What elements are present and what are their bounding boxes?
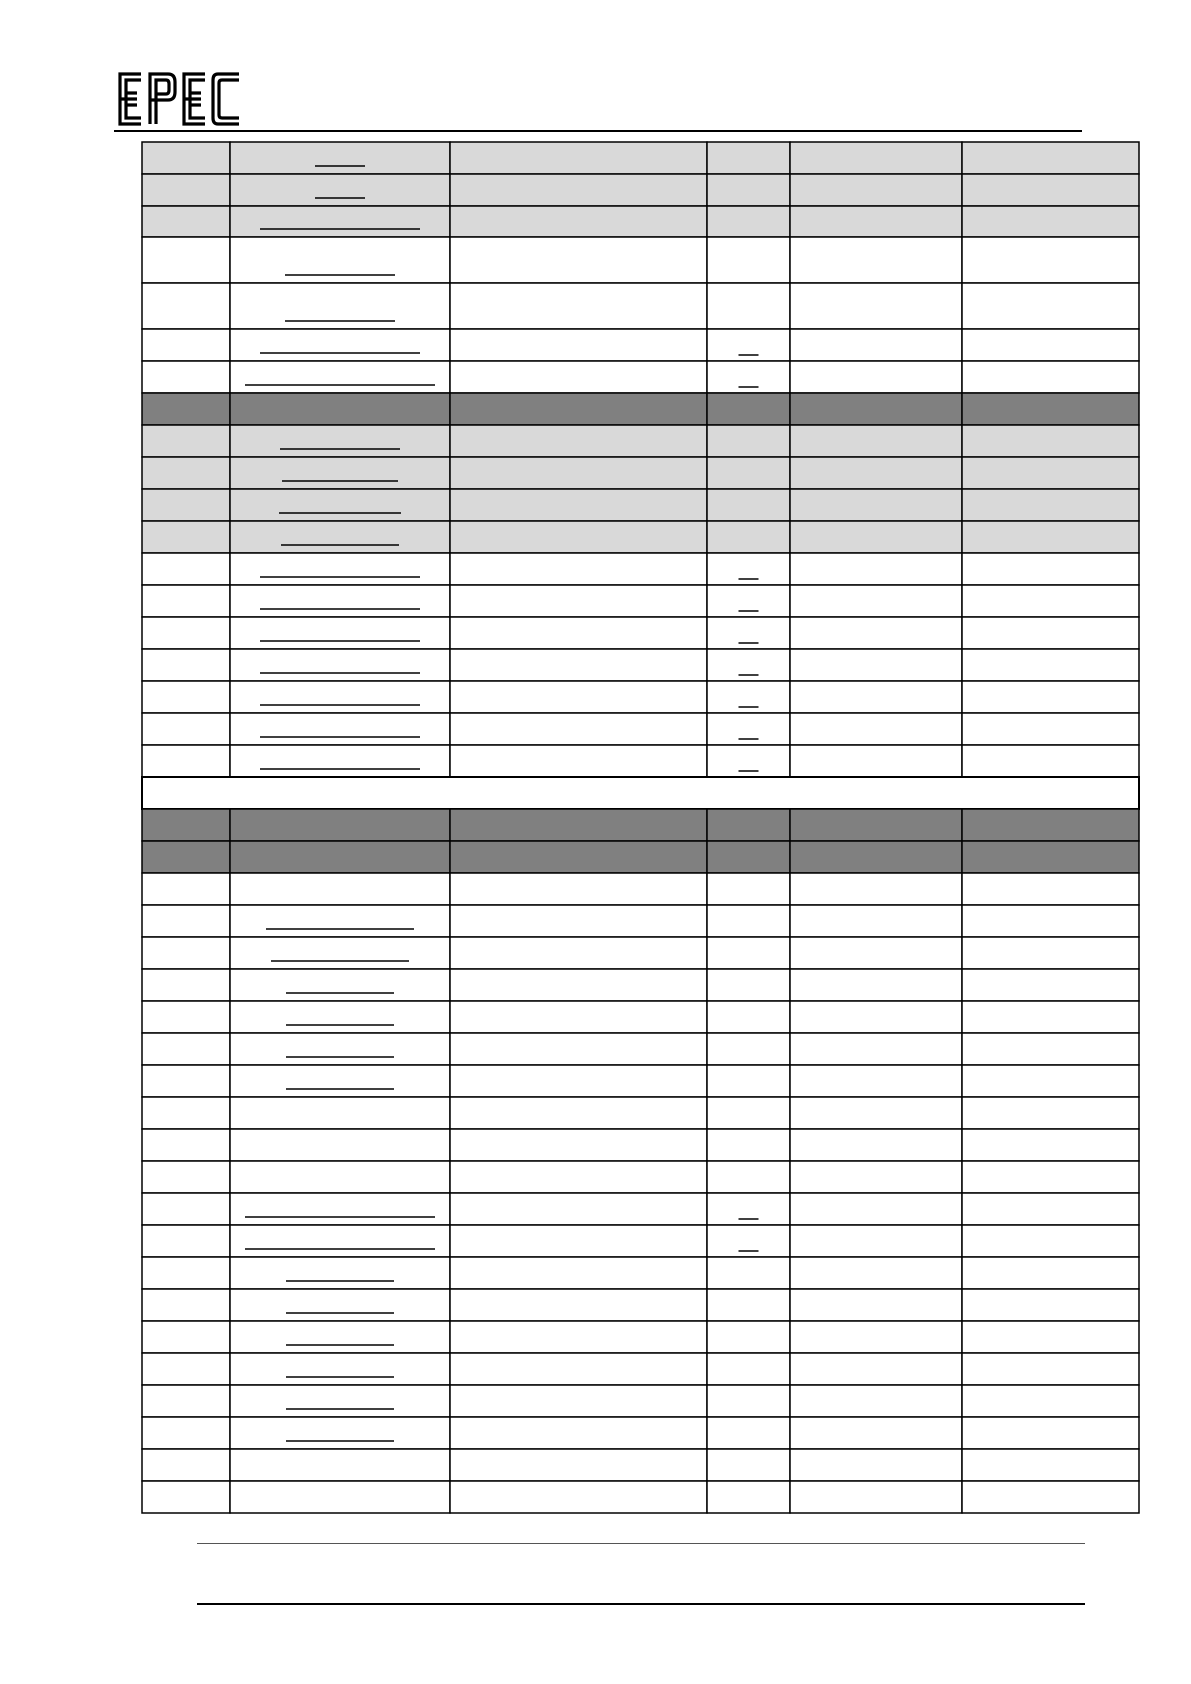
table-cell <box>962 393 1139 425</box>
table-row <box>142 1417 1139 1449</box>
table-cell <box>962 873 1139 905</box>
table-cell <box>142 142 230 174</box>
table-cell <box>790 873 962 905</box>
table-cell <box>962 1385 1139 1417</box>
table-cell <box>450 1449 707 1481</box>
table-cell <box>450 1161 707 1193</box>
table-cell <box>707 1129 790 1161</box>
table-cell <box>790 713 962 745</box>
table-cell <box>142 1225 230 1257</box>
table-row <box>142 553 1139 585</box>
table-row <box>142 905 1139 937</box>
table-row <box>142 617 1139 649</box>
table-row <box>142 649 1139 681</box>
table-cell <box>450 681 707 713</box>
table-cell <box>230 206 450 237</box>
table-cell <box>230 713 450 745</box>
table-cell <box>142 1385 230 1417</box>
form-table <box>142 142 1139 1502</box>
table-cell <box>230 649 450 681</box>
table-cell <box>707 1353 790 1385</box>
table-spanning-row <box>142 777 1139 809</box>
table-cell <box>142 1481 230 1513</box>
table-cell <box>790 174 962 206</box>
table-cell <box>790 969 962 1001</box>
table-cell <box>450 1193 707 1225</box>
table-cell <box>790 809 962 841</box>
table-cell <box>790 361 962 393</box>
table-row <box>142 1353 1139 1385</box>
table-cell <box>142 425 230 457</box>
table-cell <box>142 1129 230 1161</box>
table-cell <box>230 745 450 777</box>
table-cell <box>450 873 707 905</box>
table-cell <box>962 969 1139 1001</box>
table-cell <box>142 873 230 905</box>
table-cell <box>230 174 450 206</box>
table-cell <box>450 1321 707 1353</box>
table-cell <box>707 745 790 777</box>
table-cell <box>450 1353 707 1385</box>
table-cell <box>450 237 707 283</box>
table-cell <box>707 585 790 617</box>
table-cell <box>790 1225 962 1257</box>
table-cell <box>790 1257 962 1289</box>
table-row <box>142 873 1139 905</box>
table-cell <box>707 329 790 361</box>
table-cell <box>450 1417 707 1449</box>
table-cell <box>142 1417 230 1449</box>
table-cell <box>450 1481 707 1513</box>
table-row <box>142 457 1139 489</box>
table-cell <box>450 841 707 873</box>
table-cell <box>230 283 450 329</box>
table-cell <box>707 1481 790 1513</box>
table-cell <box>707 681 790 713</box>
table-cell <box>790 1353 962 1385</box>
table-cell <box>142 1097 230 1129</box>
table-cell <box>230 1097 450 1129</box>
table-cell <box>450 142 707 174</box>
table-cell <box>707 937 790 969</box>
table-cell <box>962 649 1139 681</box>
table-cell <box>230 937 450 969</box>
table-cell <box>230 521 450 553</box>
table-cell <box>142 1065 230 1097</box>
table-cell <box>142 174 230 206</box>
table-cell <box>230 585 450 617</box>
footer-rule-bottom <box>197 1603 1085 1605</box>
table-cell <box>230 1193 450 1225</box>
table-cell <box>790 457 962 489</box>
table-cell <box>707 1097 790 1129</box>
table-row <box>142 585 1139 617</box>
table-cell <box>790 1097 962 1129</box>
table-cell <box>450 1065 707 1097</box>
table-cell <box>450 425 707 457</box>
table-cell <box>962 585 1139 617</box>
table-cell <box>707 1065 790 1097</box>
table-cell <box>450 745 707 777</box>
table-row <box>142 1385 1139 1417</box>
table-cell <box>707 905 790 937</box>
table-cell <box>790 329 962 361</box>
table-cell <box>962 457 1139 489</box>
table-row <box>142 329 1139 361</box>
table-row <box>142 1321 1139 1353</box>
table-cell <box>142 1353 230 1385</box>
table-cell <box>962 521 1139 553</box>
table-cell <box>962 425 1139 457</box>
epec-logo <box>114 70 246 128</box>
table-cell <box>707 1321 790 1353</box>
table-cell <box>142 206 230 237</box>
table-cell <box>142 1289 230 1321</box>
table-cell <box>790 283 962 329</box>
table-cell <box>142 329 230 361</box>
table-cell <box>707 1001 790 1033</box>
table-cell <box>230 1065 450 1097</box>
table-cell <box>142 969 230 1001</box>
table-cell <box>230 329 450 361</box>
table-cell <box>230 361 450 393</box>
table-cell <box>707 617 790 649</box>
table-row <box>142 142 1139 174</box>
table-cell <box>230 1033 450 1065</box>
table-cell <box>450 585 707 617</box>
table-cell <box>962 1225 1139 1257</box>
table-cell <box>790 649 962 681</box>
table-cell <box>450 1033 707 1065</box>
table-cell <box>450 361 707 393</box>
table-cell <box>142 521 230 553</box>
table-cell <box>450 617 707 649</box>
table-row <box>142 937 1139 969</box>
table-cell <box>707 1033 790 1065</box>
table-row <box>142 1257 1139 1289</box>
table-cell <box>962 142 1139 174</box>
table-row <box>142 206 1139 237</box>
table-cell <box>142 1257 230 1289</box>
table-cell <box>790 1321 962 1353</box>
table-cell <box>230 457 450 489</box>
table-cell <box>962 617 1139 649</box>
table-cell <box>790 1033 962 1065</box>
table-cell <box>230 1353 450 1385</box>
table-row <box>142 283 1139 329</box>
table-cell <box>230 1417 450 1449</box>
table-cell <box>707 1385 790 1417</box>
table-cell <box>142 457 230 489</box>
table-cell <box>230 809 450 841</box>
table-cell <box>707 1257 790 1289</box>
table-cell <box>707 457 790 489</box>
table-cell <box>707 1289 790 1321</box>
table-cell <box>790 841 962 873</box>
table-cell <box>790 1193 962 1225</box>
table-cell <box>962 1161 1139 1193</box>
table-cell <box>230 1225 450 1257</box>
table-cell <box>230 142 450 174</box>
table-cell <box>962 1481 1139 1513</box>
table-row <box>142 1449 1139 1481</box>
table-cell <box>450 1257 707 1289</box>
table-cell <box>450 937 707 969</box>
table-cell <box>707 283 790 329</box>
table-cell <box>450 713 707 745</box>
table-cell <box>142 1161 230 1193</box>
table-cell <box>142 1033 230 1065</box>
table-row <box>142 745 1139 777</box>
table-cell <box>790 1129 962 1161</box>
table-cell <box>962 1097 1139 1129</box>
table-cell <box>790 237 962 283</box>
table-cell <box>790 585 962 617</box>
table-cell <box>450 1001 707 1033</box>
table-cell <box>230 1449 450 1481</box>
table-cell <box>790 1289 962 1321</box>
table-cell <box>962 809 1139 841</box>
table-cell <box>230 425 450 457</box>
table-cell <box>962 841 1139 873</box>
table-cell <box>707 649 790 681</box>
table-cell <box>707 237 790 283</box>
table-cell <box>790 1001 962 1033</box>
table-cell <box>707 809 790 841</box>
table-cell <box>230 393 450 425</box>
table-cell <box>962 713 1139 745</box>
table-row <box>142 1065 1139 1097</box>
table-cell <box>142 1193 230 1225</box>
table-cell <box>450 553 707 585</box>
table-cell <box>230 1481 450 1513</box>
table-cell <box>790 745 962 777</box>
table-cell <box>962 1417 1139 1449</box>
table-row <box>142 174 1139 206</box>
table-cell <box>790 1449 962 1481</box>
table-cell <box>962 329 1139 361</box>
table-cell <box>790 425 962 457</box>
table-row <box>142 393 1139 425</box>
table-cell <box>790 393 962 425</box>
table-row <box>142 1161 1139 1193</box>
table-cell <box>142 937 230 969</box>
table-cell <box>142 745 230 777</box>
table-cell <box>142 585 230 617</box>
table-cell <box>962 1193 1139 1225</box>
table-cell <box>790 489 962 521</box>
table-cell <box>962 905 1139 937</box>
table-cell <box>142 713 230 745</box>
table-cell <box>707 873 790 905</box>
table-cell <box>790 937 962 969</box>
table-cell <box>142 489 230 521</box>
table-row <box>142 1289 1139 1321</box>
table-cell <box>230 1321 450 1353</box>
table-row <box>142 1129 1139 1161</box>
table-cell <box>450 489 707 521</box>
table-cell <box>707 361 790 393</box>
table-cell <box>962 1321 1139 1353</box>
table-cell <box>450 905 707 937</box>
table-row <box>142 521 1139 553</box>
table-cell <box>707 1225 790 1257</box>
table-cell <box>707 1417 790 1449</box>
table-cell <box>142 617 230 649</box>
table-cell <box>450 283 707 329</box>
table-cell <box>962 489 1139 521</box>
table-cell <box>142 283 230 329</box>
table-cell <box>230 1129 450 1161</box>
table-cell <box>230 841 450 873</box>
table-cell <box>142 361 230 393</box>
table-cell <box>962 1033 1139 1065</box>
table-row <box>142 237 1139 283</box>
table-cell <box>450 521 707 553</box>
table-row <box>142 1033 1139 1065</box>
table-cell <box>450 649 707 681</box>
table-cell <box>707 841 790 873</box>
table-cell <box>790 905 962 937</box>
table-cell <box>790 553 962 585</box>
table-cell <box>962 1449 1139 1481</box>
table-cell <box>142 1001 230 1033</box>
table-cell <box>142 905 230 937</box>
table-cell <box>142 809 230 841</box>
table-cell <box>230 237 450 283</box>
table-row <box>142 1481 1139 1513</box>
table-cell <box>707 489 790 521</box>
table-cell <box>142 1321 230 1353</box>
table-cell <box>142 237 230 283</box>
table-cell <box>707 1449 790 1481</box>
table-cell <box>450 1225 707 1257</box>
table-row <box>142 809 1139 841</box>
table-cell <box>450 1289 707 1321</box>
table-cell <box>707 969 790 1001</box>
table-cell <box>790 1385 962 1417</box>
table-cell <box>707 553 790 585</box>
table-cell <box>142 1449 230 1481</box>
table-cell <box>962 174 1139 206</box>
table-cell <box>790 521 962 553</box>
table-row <box>142 1001 1139 1033</box>
table-cell <box>450 174 707 206</box>
table-cell <box>230 489 450 521</box>
header-rule <box>114 130 1082 132</box>
table-cell <box>230 617 450 649</box>
table-cell <box>962 745 1139 777</box>
table-row <box>142 1193 1139 1225</box>
table-cell <box>962 1353 1139 1385</box>
table-cell <box>450 1129 707 1161</box>
table-row <box>142 425 1139 457</box>
table-cell <box>142 393 230 425</box>
table-cell <box>450 393 707 425</box>
table-cell <box>962 361 1139 393</box>
table-cell <box>707 425 790 457</box>
table-row <box>142 1225 1139 1257</box>
table-cell <box>450 206 707 237</box>
table-cell <box>142 681 230 713</box>
footer-rule-top <box>197 1543 1085 1544</box>
table-cell <box>962 1257 1139 1289</box>
table-cell <box>790 206 962 237</box>
table-cell <box>790 1481 962 1513</box>
table-cell <box>707 142 790 174</box>
table-cell <box>962 237 1139 283</box>
table-cell <box>962 681 1139 713</box>
table-cell <box>450 809 707 841</box>
table-cell <box>707 174 790 206</box>
table-cell <box>142 649 230 681</box>
table-cell <box>230 969 450 1001</box>
table-row <box>142 1097 1139 1129</box>
table-cell <box>230 1161 450 1193</box>
table-row <box>142 841 1139 873</box>
table-cell <box>450 457 707 489</box>
table-cell <box>450 969 707 1001</box>
table-cell <box>230 1385 450 1417</box>
table-cell <box>962 937 1139 969</box>
table-row <box>142 681 1139 713</box>
table-cell <box>707 1161 790 1193</box>
table-cell <box>230 905 450 937</box>
table-cell <box>962 1129 1139 1161</box>
table-cell <box>790 681 962 713</box>
table-cell <box>790 1065 962 1097</box>
table-cell <box>707 713 790 745</box>
table-cell <box>230 873 450 905</box>
table-cell <box>962 283 1139 329</box>
table-cell <box>707 521 790 553</box>
table-cell <box>230 553 450 585</box>
table-cell <box>790 142 962 174</box>
table-cell <box>790 1417 962 1449</box>
table-cell <box>962 553 1139 585</box>
table-row <box>142 361 1139 393</box>
table-cell <box>707 206 790 237</box>
table-cell <box>707 393 790 425</box>
table-cell <box>707 1193 790 1225</box>
table-cell <box>142 553 230 585</box>
table-row <box>142 969 1139 1001</box>
table-cell <box>450 329 707 361</box>
table-cell <box>230 1289 450 1321</box>
table-cell <box>230 1257 450 1289</box>
table-cell <box>450 1097 707 1129</box>
table-row <box>142 489 1139 521</box>
table-cell <box>790 1161 962 1193</box>
table-cell <box>450 1385 707 1417</box>
table-row <box>142 713 1139 745</box>
table-cell <box>230 681 450 713</box>
table-cell <box>962 1289 1139 1321</box>
table-cell <box>962 1001 1139 1033</box>
table-cell <box>790 617 962 649</box>
table-cell <box>230 1001 450 1033</box>
table-cell <box>962 1065 1139 1097</box>
table-cell <box>142 777 1139 809</box>
table-cell <box>962 206 1139 237</box>
table-cell <box>142 841 230 873</box>
